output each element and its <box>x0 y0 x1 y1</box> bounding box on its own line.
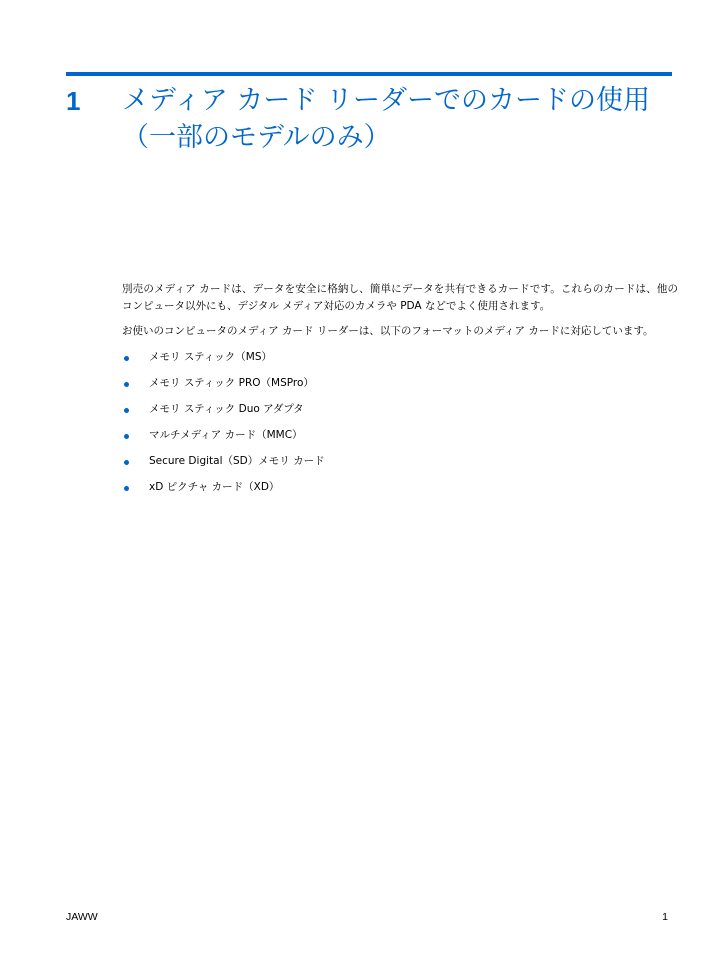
bullet-icon <box>124 486 129 491</box>
intro-paragraph: 別売のメディア カードは、データを安全に格納し、簡単にデータを共有できるカードです。これらのカードは、他のコンピュータ以外にも、デジタル メディア対応のカメラや PDA などでよく使用されます。 <box>122 283 678 312</box>
list-item-label: メモリ スティック Duo アダプタ <box>149 403 304 415</box>
bullet-icon <box>124 382 129 387</box>
bullet-icon <box>124 408 129 413</box>
chapter-number: 1 <box>66 86 81 116</box>
list-item <box>122 453 678 470</box>
list-item <box>122 427 678 444</box>
bullet-icon <box>124 356 129 361</box>
support-paragraph: お使いのコンピュータのメディア カード リーダーは、以下のフォーマットのメディア カードに対応しています。 <box>122 325 654 337</box>
list-item-label: メモリ スティック PRO（MSPro） <box>149 377 314 389</box>
list-item-label: xD ピクチャ カード（XD） <box>149 481 280 493</box>
list-item <box>122 479 678 496</box>
list-item <box>122 401 678 418</box>
footer-doc-code: JAWW <box>66 911 98 923</box>
list-item-label: マルチメディア カード（MMC） <box>149 429 303 441</box>
bullet-icon <box>124 434 129 439</box>
bullet-icon <box>124 460 129 465</box>
list-item-label: Secure Digital（SD）メモリ カード <box>149 455 325 467</box>
body-content <box>122 281 678 505</box>
footer-page-number: 1 <box>662 911 668 923</box>
list-item-label: メモリ スティック（MS） <box>149 351 273 363</box>
chapter-top-rule <box>66 72 672 76</box>
list-item <box>122 375 678 392</box>
list-item <box>122 349 678 366</box>
card-format-list <box>122 349 678 496</box>
chapter-title: メディア カード リーダーでのカードの使用（一部のモデルのみ） <box>122 85 651 153</box>
